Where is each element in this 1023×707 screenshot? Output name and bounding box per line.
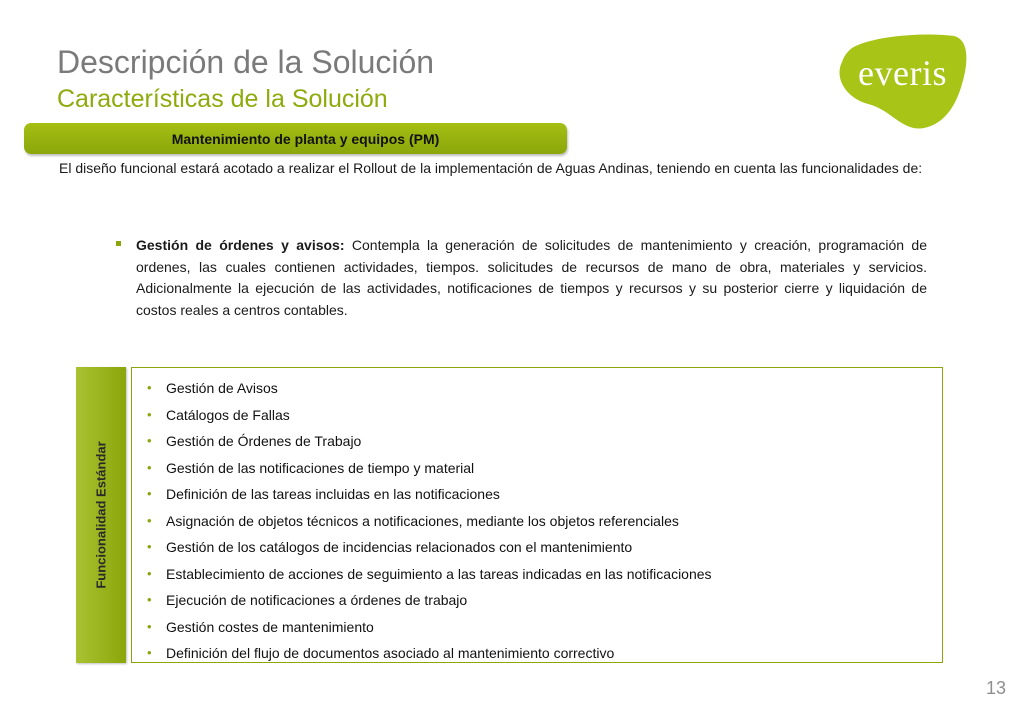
list-item: • Definición del flujo de documentos asociado al mantenimiento correctivo <box>145 640 942 667</box>
intro-paragraph: El diseño funcional estará acotado a realizar el Rollout de la implementación de Aguas Andinas, teniendo en cuenta las funcionalidades de: <box>59 160 923 176</box>
bullet-dot-icon: • <box>147 433 152 448</box>
list-item: • Asignación de objetos técnicos a notificaciones, mediante los objetos referenciales <box>145 508 942 535</box>
everis-logo <box>838 30 970 130</box>
bullet-dot-icon: • <box>147 618 152 634</box>
section-header-label: Mantenimiento de planta y equipos (PM) <box>171 130 440 147</box>
list-item: • Establecimiento de acciones de seguimiento a las tareas indicadas en las notificaciones <box>145 561 942 588</box>
bullet-dot-icon: • <box>147 539 152 554</box>
list-item: • Gestión de las notificaciones de tiempo y material <box>145 455 942 482</box>
bullet-dot-icon: • <box>147 592 152 607</box>
bullet-dot-icon: • <box>147 565 152 581</box>
list-item: • Gestión de los catálogos de incidencias relacionados con el mantenimiento <box>145 534 942 561</box>
list-item: • Catálogos de Fallas <box>145 402 942 429</box>
list-item: • Gestión de Avisos <box>145 375 942 402</box>
page-number: 13 <box>986 678 1007 698</box>
page-title: Descripción de la Solución <box>57 44 435 80</box>
feature-text: Contempla la generación de solicitudes de mantenimiento y creación, programación de ordenes, las cuales contienen actividades, tiempos. solicitudes de recursos de mano de obra, materiales y servicios. Adicionalmente la ejecución de las actividades, notificaciones de tiempos y recursos y su posterior cierre y liquidación de costos reales a centros contables. <box>136 237 927 318</box>
feature-bullet <box>116 235 927 321</box>
bullet-dot-icon: • <box>147 459 152 475</box>
list-item: • Gestión costes de mantenimiento <box>145 614 942 641</box>
feature-heading: Gestión de órdenes y avisos: <box>136 237 345 253</box>
bullet-dot-icon: • <box>147 512 152 528</box>
functionality-items <box>132 368 942 667</box>
section-header <box>24 123 567 154</box>
bullet-dot-icon: • <box>147 486 152 501</box>
list-item: • Gestión de Órdenes de Trabajo <box>145 428 942 455</box>
list-item: • Definición de las tareas incluidas en las notificaciones <box>145 481 942 508</box>
feature-description <box>136 235 927 321</box>
logo-text: everis <box>858 53 947 93</box>
standard-functionality-panel <box>76 367 126 663</box>
square-bullet-icon <box>116 241 121 246</box>
bullet-dot-icon: • <box>147 406 152 422</box>
standard-functionality-list <box>131 367 943 663</box>
standard-functionality-label: Funcionalidad Estándar <box>93 441 109 589</box>
bullet-dot-icon: • <box>147 645 152 660</box>
list-item: • Ejecución de notificaciones a órdenes de trabajo <box>145 587 942 614</box>
bullet-dot-icon: • <box>147 380 152 395</box>
page-subtitle: Características de la Solución <box>57 85 388 113</box>
